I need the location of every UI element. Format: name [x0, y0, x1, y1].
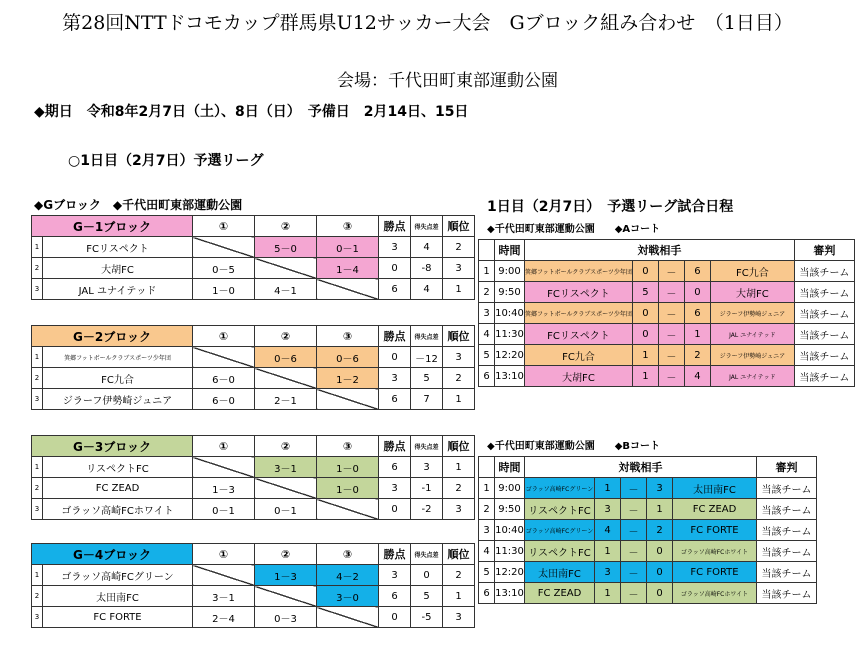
result-cell: 0－1 [317, 237, 379, 258]
home-score: 0 [632, 261, 658, 282]
home-score: 1 [595, 583, 621, 604]
diagonal-cell [255, 478, 317, 499]
rank: 1 [443, 457, 475, 478]
goal-diff: 3 [411, 457, 443, 478]
table-row [32, 607, 475, 628]
col-head-match: 対戦相手 [525, 457, 757, 478]
table-row [32, 389, 475, 410]
points: 0 [379, 258, 411, 279]
col-head-points: 勝点 [379, 436, 411, 457]
score-dash: － [621, 583, 647, 604]
table-row [32, 586, 475, 607]
points: 6 [379, 457, 411, 478]
team-no: 1 [32, 347, 43, 368]
table-row [479, 499, 817, 520]
diagonal-cell [317, 279, 379, 300]
goal-diff: 7 [411, 389, 443, 410]
points: 0 [379, 607, 411, 628]
points: 0 [379, 499, 411, 520]
match-no: 6 [479, 583, 495, 604]
team-name: 大胡FC [43, 258, 193, 279]
group-name: G－1ブロック [32, 216, 193, 237]
away-score: 3 [647, 478, 673, 499]
team-name: JAL ユナイテッド [43, 279, 193, 300]
table-row [479, 478, 817, 499]
table-row [479, 366, 855, 387]
rank: 3 [443, 258, 475, 279]
home-team: FCリスペクト [525, 324, 633, 345]
table-row [32, 565, 475, 586]
result-cell: 3－1 [193, 586, 255, 607]
away-team: FC九合 [710, 261, 794, 282]
match-no: 3 [479, 303, 495, 324]
points: 3 [379, 478, 411, 499]
referee: 当該チーム [757, 499, 817, 520]
goal-diff: -5 [411, 607, 443, 628]
match-time: 10:40 [495, 520, 525, 541]
diagonal-cell [317, 607, 379, 628]
away-score: 6 [684, 261, 710, 282]
col-head-3: ③ [317, 326, 379, 347]
col-head-referee: 審判 [794, 240, 854, 261]
away-score: 6 [684, 303, 710, 324]
goal-diff: 5 [411, 368, 443, 389]
points: 3 [379, 368, 411, 389]
table-row [32, 237, 475, 258]
col-head-rank: 順位 [443, 436, 475, 457]
diagonal-cell [193, 565, 255, 586]
col-head-rank: 順位 [443, 326, 475, 347]
rank: 3 [443, 607, 475, 628]
away-score: 0 [684, 282, 710, 303]
table-row [479, 324, 855, 345]
date-info: ◆期日 令和8年2月7日（土）、8日（日） 予備日 2月14日、15日 [34, 104, 469, 120]
referee: 当該チーム [757, 478, 817, 499]
score-dash: － [621, 478, 647, 499]
team-name: ゴラッソ高崎FCグリーン [43, 565, 193, 586]
team-name: ジラーフ伊勢崎ジュニア [43, 389, 193, 410]
away-team: JAL ユナイテッド [710, 366, 794, 387]
goal-diff: -1 [411, 478, 443, 499]
group-name: G－4ブロック [32, 544, 193, 565]
team-no: 3 [32, 389, 43, 410]
court-label: ◆千代田町東部運動公園 ◆Aコート [487, 224, 661, 235]
result-cell: 3－0 [317, 586, 379, 607]
col-head-goal-diff: 得失点差 [411, 326, 443, 347]
away-team: ジラーフ伊勢崎ジュニア [710, 303, 794, 324]
diagonal-cell [317, 499, 379, 520]
schedule-table-a [478, 239, 855, 387]
team-no: 2 [32, 478, 43, 499]
home-score: 1 [632, 345, 658, 366]
score-dash: － [658, 366, 684, 387]
team-no: 3 [32, 279, 43, 300]
diagonal-cell [193, 347, 255, 368]
home-team: 大胡FC [525, 366, 633, 387]
match-time: 9:00 [495, 478, 525, 499]
home-score: 1 [595, 478, 621, 499]
team-no: 1 [32, 565, 43, 586]
match-time: 10:40 [495, 303, 525, 324]
col-head-match: 対戦相手 [525, 240, 795, 261]
rank: 1 [443, 586, 475, 607]
col-head-goal-diff: 得失点差 [411, 544, 443, 565]
col-head-3: ③ [317, 436, 379, 457]
points: 3 [379, 237, 411, 258]
table-row [32, 478, 475, 499]
group-name: G－3ブロック [32, 436, 193, 457]
score-dash: － [658, 345, 684, 366]
match-no: 2 [479, 282, 495, 303]
away-team: FC FORTE [673, 562, 757, 583]
away-team: FC ZEAD [673, 499, 757, 520]
match-time: 9:50 [495, 499, 525, 520]
league-table-g4 [31, 543, 475, 628]
referee: 当該チーム [757, 520, 817, 541]
referee: 当該チーム [794, 303, 854, 324]
team-name: リスペクトFC [43, 457, 193, 478]
home-team: 箕郷フットボールクラブスポーツ少年団 [525, 261, 633, 282]
col-head-1: ① [193, 436, 255, 457]
match-time: 13:10 [495, 366, 525, 387]
result-cell: 1－0 [317, 457, 379, 478]
court-label: ◆千代田町東部運動公園 ◆Bコート [487, 441, 661, 452]
home-score: 1 [595, 541, 621, 562]
round-title: ○1日目（2月7日）予選リーグ [68, 153, 264, 169]
home-team: ゴラッソ高崎FCグリーン [525, 478, 595, 499]
col-head-time: 時間 [495, 457, 525, 478]
home-team: FC ZEAD [525, 583, 595, 604]
match-no: 4 [479, 541, 495, 562]
away-team: ジラーフ伊勢崎ジュニア [710, 345, 794, 366]
result-cell: 1－4 [317, 258, 379, 279]
team-no: 3 [32, 499, 43, 520]
match-no: 1 [479, 478, 495, 499]
referee: 当該チーム [757, 541, 817, 562]
team-name: FCリスペクト [43, 237, 193, 258]
referee: 当該チーム [794, 282, 854, 303]
col-head-2: ② [255, 326, 317, 347]
rank: 1 [443, 279, 475, 300]
league-table-g1 [31, 215, 475, 300]
rank: 2 [443, 368, 475, 389]
diagonal-cell [255, 258, 317, 279]
score-dash: － [658, 303, 684, 324]
col-head-points: 勝点 [379, 216, 411, 237]
group-name: G－2ブロック [32, 326, 193, 347]
away-team: JAL ユナイテッド [710, 324, 794, 345]
col-head-referee: 審判 [757, 457, 817, 478]
referee: 当該チーム [757, 562, 817, 583]
away-team: 大胡FC [710, 282, 794, 303]
referee: 当該チーム [794, 345, 854, 366]
home-score: 1 [632, 366, 658, 387]
result-cell: 2－1 [255, 389, 317, 410]
col-head-time: 時間 [495, 240, 525, 261]
result-cell: 0－6 [317, 347, 379, 368]
result-cell: 0－1 [255, 499, 317, 520]
away-score: 2 [684, 345, 710, 366]
away-score: 0 [647, 541, 673, 562]
home-team: FCリスペクト [525, 282, 633, 303]
team-no: 3 [32, 607, 43, 628]
col-head-3: ③ [317, 544, 379, 565]
team-no: 2 [32, 368, 43, 389]
score-dash: － [658, 282, 684, 303]
match-time: 9:50 [495, 282, 525, 303]
result-cell: 1－3 [193, 478, 255, 499]
home-team: FC九合 [525, 345, 633, 366]
result-cell: 6－0 [193, 389, 255, 410]
table-row [32, 368, 475, 389]
score-dash: － [621, 562, 647, 583]
team-no: 1 [32, 237, 43, 258]
home-team: 箕郷フットボールクラブスポーツ少年団 [525, 303, 633, 324]
result-cell: 4－1 [255, 279, 317, 300]
rank: 3 [443, 347, 475, 368]
result-cell: 5－0 [255, 237, 317, 258]
home-team: ゴラッソ高崎FCグリーン [525, 520, 595, 541]
match-no: 5 [479, 345, 495, 366]
match-time: 11:30 [495, 541, 525, 562]
match-time: 13:10 [495, 583, 525, 604]
goal-diff: -2 [411, 499, 443, 520]
table-row [32, 499, 475, 520]
away-score: 0 [647, 583, 673, 604]
table-row [32, 347, 475, 368]
match-no: 1 [479, 261, 495, 282]
score-dash: － [621, 541, 647, 562]
league-table-g3 [31, 435, 475, 520]
result-cell: 2－4 [193, 607, 255, 628]
col-head-2: ② [255, 436, 317, 457]
team-no: 1 [32, 457, 43, 478]
away-score: 4 [684, 366, 710, 387]
result-cell: 1－2 [317, 368, 379, 389]
table-row [479, 303, 855, 324]
col-head-1: ① [193, 544, 255, 565]
table-row [479, 583, 817, 604]
diagonal-cell [317, 389, 379, 410]
score-dash: － [658, 261, 684, 282]
table-row [479, 562, 817, 583]
referee: 当該チーム [794, 261, 854, 282]
rank: 1 [443, 389, 475, 410]
schedule-header: 1日目（2月7日） 予選リーグ試合日程 [487, 199, 734, 215]
table-row [479, 520, 817, 541]
score-dash: － [621, 520, 647, 541]
away-score: 1 [647, 499, 673, 520]
rank: 3 [443, 499, 475, 520]
goal-diff: 5 [411, 586, 443, 607]
home-score: 0 [632, 324, 658, 345]
referee: 当該チーム [757, 583, 817, 604]
team-no: 2 [32, 586, 43, 607]
home-score: 4 [595, 520, 621, 541]
table-row [479, 541, 817, 562]
team-name: 太田南FC [43, 586, 193, 607]
result-cell: 1－3 [255, 565, 317, 586]
referee: 当該チーム [794, 366, 854, 387]
table-row [479, 345, 855, 366]
rank: 2 [443, 237, 475, 258]
blank-head [479, 240, 495, 261]
col-head-1: ① [193, 216, 255, 237]
away-team: ゴラッソ高崎FCホワイト [673, 583, 757, 604]
team-name: FC FORTE [43, 607, 193, 628]
match-time: 11:30 [495, 324, 525, 345]
col-head-3: ③ [317, 216, 379, 237]
match-no: 4 [479, 324, 495, 345]
col-head-2: ② [255, 216, 317, 237]
points: 3 [379, 565, 411, 586]
result-cell: 6－0 [193, 368, 255, 389]
goal-diff: 4 [411, 279, 443, 300]
venue-label: 会場：千代田町東部運動公園 [337, 71, 558, 91]
diagonal-cell [193, 237, 255, 258]
col-head-points: 勝点 [379, 326, 411, 347]
result-cell: 4－2 [317, 565, 379, 586]
goal-diff: －12 [411, 347, 443, 368]
col-head-rank: 順位 [443, 544, 475, 565]
diagonal-cell [255, 586, 317, 607]
result-cell: 0－1 [193, 499, 255, 520]
col-head-goal-diff: 得失点差 [411, 216, 443, 237]
schedule-table-b [478, 456, 817, 604]
home-team: リスペクトFC [525, 499, 595, 520]
away-team: ゴラッソ高崎FCホワイト [673, 541, 757, 562]
table-row [32, 279, 475, 300]
result-cell: 3－1 [255, 457, 317, 478]
col-head-points: 勝点 [379, 544, 411, 565]
away-score: 1 [684, 324, 710, 345]
away-team: 太田南FC [673, 478, 757, 499]
referee: 当該チーム [794, 324, 854, 345]
page-title: 第28回NTTドコモカップ群馬県U12サッカー大会 Gブロック組み合わせ （1日目） [62, 12, 793, 34]
team-name: ゴラッソ高崎FCホワイト [43, 499, 193, 520]
result-cell: 0－6 [255, 347, 317, 368]
points: 6 [379, 279, 411, 300]
result-cell: 1－0 [317, 478, 379, 499]
match-time: 9:00 [495, 261, 525, 282]
league-table-g2 [31, 325, 475, 410]
home-score: 5 [632, 282, 658, 303]
goal-diff: -8 [411, 258, 443, 279]
team-name: 箕郷フットボールクラブスポーツ少年団 [43, 347, 193, 368]
blank-head [479, 457, 495, 478]
result-cell: 1－0 [193, 279, 255, 300]
match-no: 2 [479, 499, 495, 520]
col-head-goal-diff: 得失点差 [411, 436, 443, 457]
points: 6 [379, 389, 411, 410]
table-row [32, 258, 475, 279]
points: 6 [379, 586, 411, 607]
away-team: FC FORTE [673, 520, 757, 541]
result-cell: 0－5 [193, 258, 255, 279]
col-head-rank: 順位 [443, 216, 475, 237]
result-cell: 0－3 [255, 607, 317, 628]
diagonal-cell [255, 368, 317, 389]
team-name: FC九合 [43, 368, 193, 389]
score-dash: － [621, 499, 647, 520]
team-name: FC ZEAD [43, 478, 193, 499]
home-score: 3 [595, 499, 621, 520]
match-time: 12:20 [495, 562, 525, 583]
away-score: 2 [647, 520, 673, 541]
home-team: 太田南FC [525, 562, 595, 583]
block-header: ◆Gブロック ◆千代田町東部運動公園 [34, 198, 243, 212]
col-head-1: ① [193, 326, 255, 347]
table-row [479, 261, 855, 282]
away-score: 0 [647, 562, 673, 583]
match-no: 5 [479, 562, 495, 583]
goal-diff: 4 [411, 237, 443, 258]
score-dash: － [658, 324, 684, 345]
team-no: 2 [32, 258, 43, 279]
match-time: 12:20 [495, 345, 525, 366]
table-row [479, 282, 855, 303]
home-score: 0 [632, 303, 658, 324]
col-head-2: ② [255, 544, 317, 565]
rank: 2 [443, 478, 475, 499]
points: 0 [379, 347, 411, 368]
goal-diff: 0 [411, 565, 443, 586]
table-row [32, 457, 475, 478]
home-team: リスペクトFC [525, 541, 595, 562]
diagonal-cell [193, 457, 255, 478]
match-no: 6 [479, 366, 495, 387]
rank: 2 [443, 565, 475, 586]
match-no: 3 [479, 520, 495, 541]
home-score: 3 [595, 562, 621, 583]
